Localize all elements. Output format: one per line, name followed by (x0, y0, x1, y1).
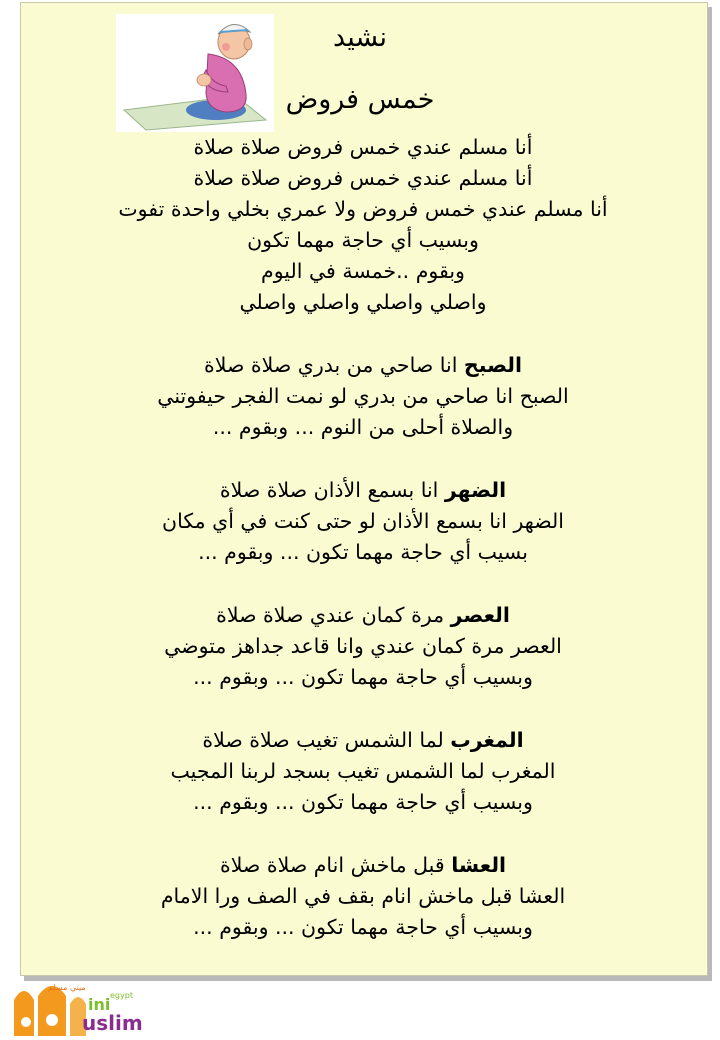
stanza-first-line (20, 725, 706, 756)
stanza-line: بسيب أي حاجة مهما تكون ... وبقوم ... (198, 540, 528, 564)
poem-label: نشيد (333, 22, 387, 53)
stanza-line-rest: قبل ماخش انام صلاة صلاة (219, 853, 452, 877)
stanza-line-rest: لما الشمس تغيب صلاة صلاة (202, 728, 451, 752)
svg-text:ميني مسلم: ميني مسلم (48, 983, 86, 992)
intro-line: واصلي واصلي واصلي واصلي (239, 290, 487, 314)
stanza-first-line (20, 600, 706, 631)
stanza-line-rest: انا بسمع الأذان صلاة صلاة (219, 478, 445, 502)
prayer-name: العشا (451, 853, 507, 877)
stanza-line: المغرب لما الشمس تغيب بسجد لربنا المجيب (170, 759, 556, 783)
intro-line: أنا مسلم عندي خمس فروض ولا عمري بخلي واحدة تفوت (118, 197, 608, 221)
stanza-line: الضهر انا بسمع الأذان لو حتى كنت في أي مكان (162, 509, 564, 533)
stanza-line-rest: انا صاحي من بدري صلاة صلاة (204, 353, 464, 377)
prayer-name: الضهر (444, 478, 507, 502)
intro-line: أنا مسلم عندي خمس فروض صلاة صلاة (193, 166, 533, 190)
intro-line: وبسيب أي حاجة مهما تكون (247, 228, 479, 252)
stanza-first-line (20, 475, 706, 506)
mini-muslim-logo (8, 976, 148, 1038)
stanza-line: وبسيب أي حاجة مهما تكون ... وبقوم ... (193, 790, 533, 814)
stanza-line: وبسيب أي حاجة مهما تكون ... وبقوم ... (193, 915, 533, 939)
intro-line: وبقوم ..خمسة في اليوم (261, 259, 465, 283)
stanza-line: الصبح انا صاحي من بدري لو نمت الفجر حيفوتني (157, 384, 569, 408)
poem-title: خمس فروض (285, 84, 435, 115)
svg-text:ini: ini (88, 995, 111, 1014)
stanza-line: وبسيب أي حاجة مهما تكون ... وبقوم ... (193, 665, 533, 689)
stanza-first-line (20, 350, 706, 381)
poem-body (20, 132, 706, 943)
prayer-name: المغرب (450, 728, 524, 752)
svg-text:egypt: egypt (110, 991, 133, 1000)
stanza-line: العصر مرة كمان عندي وانا قاعد جداهز متوضي (164, 634, 562, 658)
intro-line: أنا مسلم عندي خمس فروض صلاة صلاة (193, 135, 533, 159)
stanza-first-line (20, 850, 706, 881)
stanza-line: العشا قبل ماخش انام بقف في الصف ورا الامام (160, 884, 566, 908)
stanza-line: والصلاة أحلى من النوم ... وبقوم ... (212, 415, 514, 439)
svg-text:uslim: uslim (82, 1011, 143, 1035)
prayer-name: العصر (450, 603, 510, 627)
stanza-line-rest: مرة كمان عندي صلاة صلاة (216, 603, 451, 627)
prayer-name: الصبح (463, 353, 522, 377)
